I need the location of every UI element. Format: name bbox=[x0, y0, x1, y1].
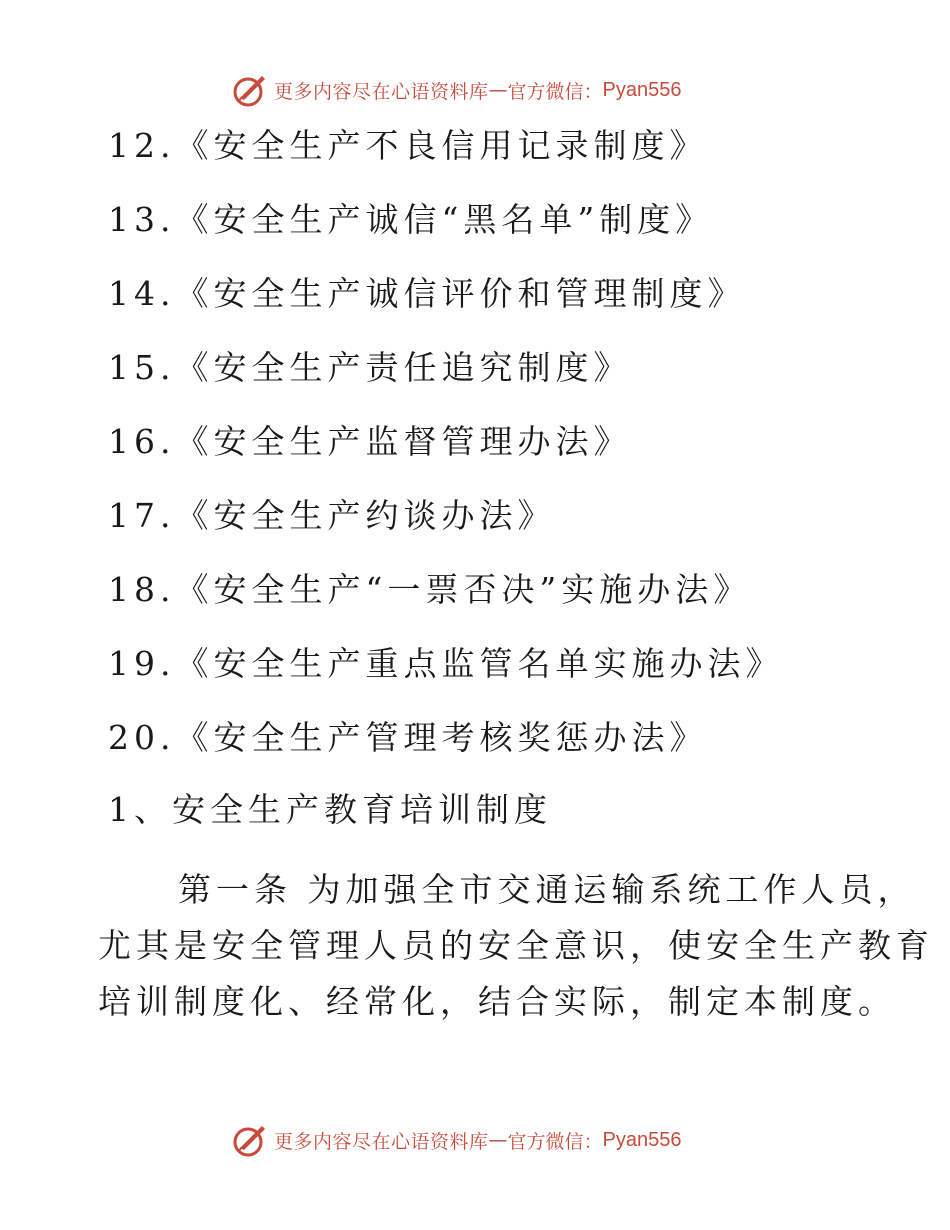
watermark-footer bbox=[232, 1120, 682, 1160]
list-item: 15.《安全生产责任追究制度》 bbox=[108, 348, 632, 387]
list-item: 13.《安全生产诚信“黑名单”制度》 bbox=[108, 200, 714, 239]
article-paragraph bbox=[98, 862, 934, 1030]
quill-pen-logo-icon bbox=[232, 1122, 268, 1158]
list-item: 17.《安全生产约谈办法》 bbox=[108, 496, 556, 535]
paragraph-line: 尤其是安全管理人员的安全意识，使安全生产教育 bbox=[98, 926, 934, 965]
watermark-wechat-label: 官方微信： bbox=[507, 1130, 603, 1153]
section-heading: 1、安全生产教育培训制度 bbox=[108, 790, 552, 829]
list-item: 19.《安全生产重点监管名单实施办法》 bbox=[108, 644, 784, 683]
watermark-wechat-id: Pyan556 bbox=[602, 1128, 682, 1151]
list-item: 18.《安全生产“一票否决”实施办法》 bbox=[108, 570, 752, 609]
paragraph-line: 培训制度化、经常化，结合实际，制定本制度。 bbox=[98, 982, 896, 1021]
list-item: 16.《安全生产监督管理办法》 bbox=[108, 422, 632, 461]
list-item: 12.《安全生产不良信用记录制度》 bbox=[108, 126, 708, 165]
watermark-wechat-id: Pyan556 bbox=[602, 78, 682, 101]
list-item: 14.《安全生产诚信评价和管理制度》 bbox=[108, 274, 746, 313]
watermark-text: 更多内容尽在心语资料库 bbox=[274, 80, 489, 103]
watermark-dash: — bbox=[488, 1129, 508, 1151]
list-item: 20.《安全生产管理考核奖惩办法》 bbox=[108, 718, 708, 757]
watermark-text: 更多内容尽在心语资料库 bbox=[274, 1130, 489, 1153]
paragraph-line: 第一条 为加强全市交通运输系统工作人员， bbox=[178, 870, 916, 909]
watermark-header bbox=[232, 70, 682, 110]
quill-pen-logo-icon bbox=[232, 72, 268, 108]
watermark-wechat-label: 官方微信： bbox=[507, 80, 603, 103]
regulation-list bbox=[108, 122, 783, 788]
watermark-dash: — bbox=[488, 79, 508, 101]
